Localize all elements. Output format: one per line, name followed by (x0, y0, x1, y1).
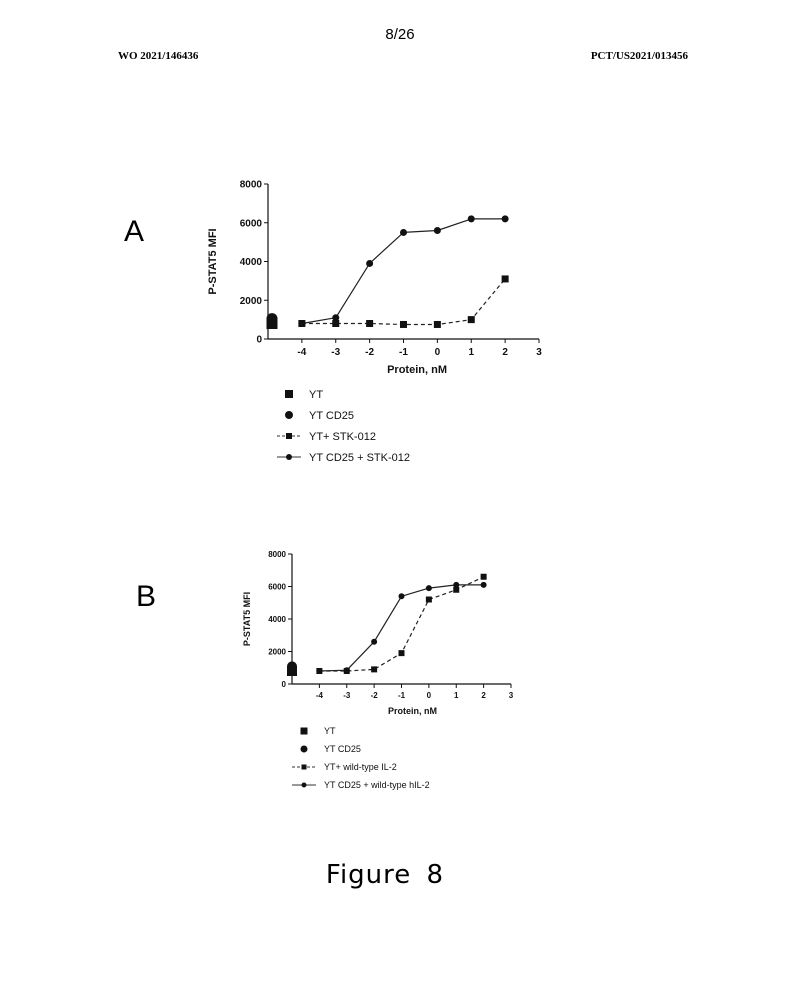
data-point (426, 585, 432, 591)
x-tick-label: 0 (426, 691, 432, 700)
x-tick-label: -3 (331, 347, 341, 358)
legend-entry (292, 780, 430, 790)
legend-marker (301, 728, 308, 735)
x-tick-label: 1 (454, 691, 459, 700)
control-point (287, 661, 297, 671)
legend-label: YT CD25 + STK-012 (309, 451, 410, 464)
data-point (426, 597, 432, 603)
panel-label-a: A (124, 215, 145, 248)
publication-number: WO 2021/146436 (118, 50, 199, 62)
x-tick-label: -1 (397, 691, 406, 700)
y-axis-label: P-STAT5 MFI (207, 228, 219, 295)
y-tick-label: 8000 (239, 179, 262, 191)
x-tick-label: -4 (315, 691, 323, 700)
legend-label: YT+ wild-type IL-2 (324, 762, 397, 773)
series-4 (316, 582, 486, 674)
y-tick-label: 2000 (268, 647, 286, 657)
series-2 (287, 661, 297, 671)
x-tick-label: -1 (399, 347, 408, 358)
legend-marker (301, 746, 308, 753)
y-tick-label: 0 (256, 334, 262, 346)
data-point (481, 582, 487, 588)
x-tick-label: 1 (468, 347, 475, 358)
data-point (316, 668, 322, 674)
data-point (371, 666, 377, 672)
legend-label: YT (309, 388, 324, 401)
x-tick-label: -2 (370, 691, 378, 700)
x-axis-label: Protein, nM (387, 364, 447, 376)
x-tick-label: 0 (434, 347, 441, 358)
legend-entry (301, 744, 361, 754)
data-point (399, 650, 405, 656)
y-tick-label: 2000 (239, 295, 262, 307)
y-tick-label: 4000 (239, 257, 262, 268)
page-number: 8/26 (385, 26, 415, 43)
y-tick-label: 0 (281, 679, 286, 689)
legend-label: YT (324, 726, 336, 737)
x-tick-label: 3 (536, 347, 542, 358)
application-number: PCT/US2021/013456 (590, 50, 688, 62)
x-tick-label: 3 (508, 691, 514, 700)
x-tick-label: -2 (365, 347, 375, 358)
y-tick-label: 6000 (239, 218, 262, 230)
x-tick-label: -4 (297, 347, 307, 358)
x-tick-label: 2 (481, 691, 486, 700)
y-tick-label: 6000 (268, 582, 286, 592)
legend-marker (302, 765, 307, 770)
data-point (481, 574, 487, 580)
data-point (453, 582, 459, 588)
legend-marker (302, 783, 307, 788)
figure-caption: Figure 8 (325, 860, 445, 890)
legend-label: YT CD25 (309, 409, 355, 422)
data-point (344, 667, 350, 673)
y-axis-label: P-STAT5 MFI (242, 591, 252, 647)
legend-label: YT+ STK-012 (309, 430, 376, 443)
y-tick-label: 8000 (268, 549, 286, 559)
data-point (371, 639, 377, 645)
legend-label: YT CD25 (324, 744, 361, 755)
legend-entry (301, 726, 337, 736)
panel-label-b: B (136, 580, 157, 613)
y-tick-label: 4000 (268, 614, 286, 624)
data-point (399, 593, 405, 599)
legend-label: YT CD25 + wild-type hIL-2 (324, 780, 430, 791)
x-tick-label: -3 (343, 691, 351, 700)
x-tick-label: 2 (502, 347, 508, 358)
legend-entry (292, 762, 397, 772)
series-3 (316, 574, 486, 674)
x-axis-label: Protein, nM (387, 706, 437, 716)
